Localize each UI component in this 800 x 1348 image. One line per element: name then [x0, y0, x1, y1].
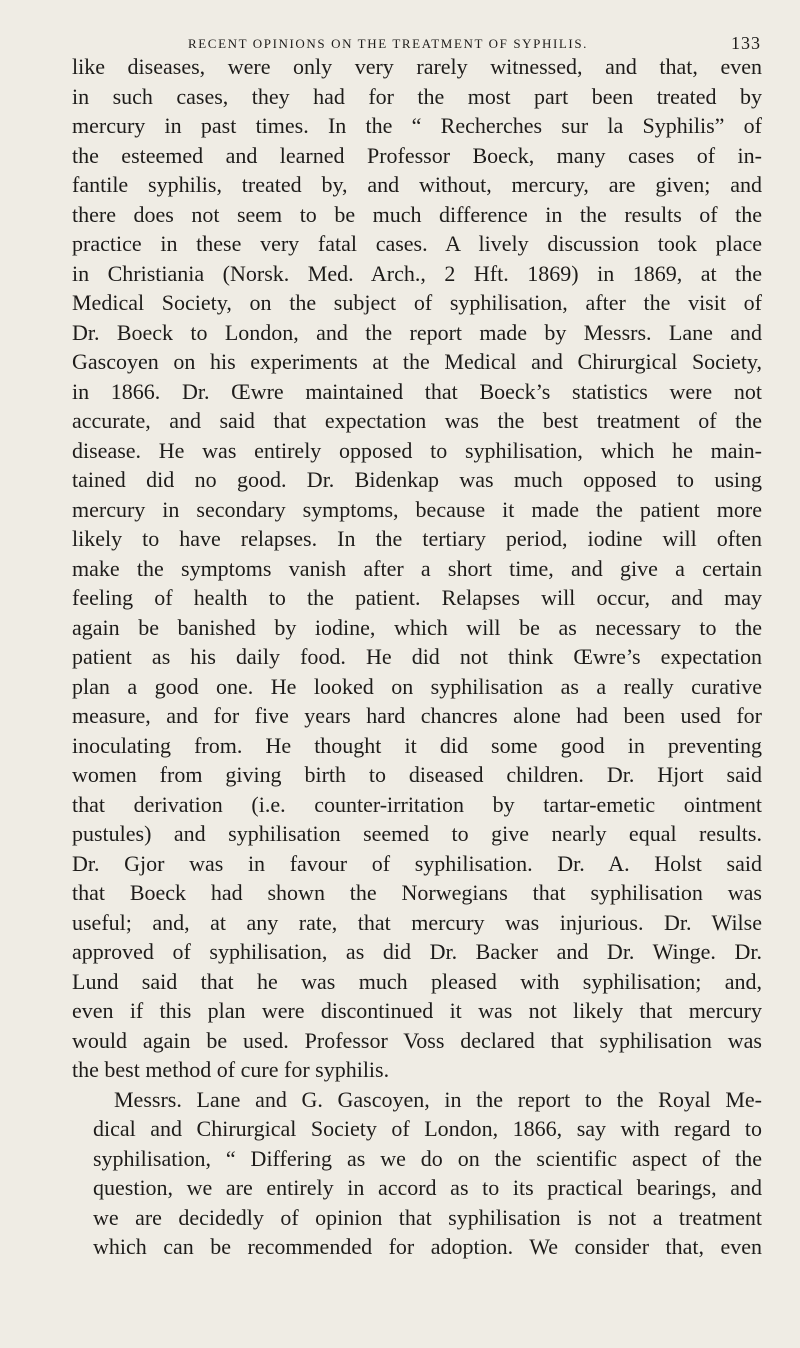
- text-line: Dr. Boeck to London, and the report made by Messrs. Lane and: [72, 319, 762, 345]
- text-line: would again be used. Professor Voss declared that syphilisation was: [72, 1027, 762, 1053]
- text-line: useful; and, at any rate, that mercury was injurious. Dr. Wilse: [72, 909, 762, 935]
- page-number: 133: [731, 33, 761, 53]
- text-line: approved of syphilisation, as did Dr. Backer and Dr. Winge. Dr.: [72, 939, 762, 964]
- text-line: that derivation (i.e. counter-irritation by tartar-emetic ointment: [72, 791, 762, 817]
- text-line: syphilisation, “ Differing as we do on the scientific aspect of the: [93, 1145, 762, 1171]
- text-line: disease. He was entirely opposed to syphilisation, which he main-: [72, 437, 762, 463]
- text-line: Gascoyen on his experiments at the Medical and Chirurgical Society,: [72, 349, 762, 374]
- text-line: accurate, and said that expectation was the best treatment of the: [72, 408, 762, 433]
- text-line: practice in these very fatal cases. A lively discussion took place: [72, 231, 762, 256]
- text-line: mercury in secondary symptoms, because it made the patient more: [72, 496, 762, 522]
- text-line: in 1866. Dr. Œwre maintained that Boeck’s statistics were not: [72, 378, 762, 404]
- text-line: there does not seem to be much difference in the results of the: [72, 201, 762, 227]
- text-line: plan a good one. He looked on syphilisation as a really curative: [72, 673, 762, 699]
- text-line: mercury in past times. In the “ Recherches sur la Syphilis” of: [72, 113, 762, 138]
- text-line: make the symptoms vanish after a short time, and give a certain: [72, 555, 762, 581]
- text-line: that Boeck had shown the Norwegians that syphilisation was: [72, 880, 762, 905]
- text-line: Dr. Gjor was in favour of syphilisation. Dr. A. Holst said: [72, 850, 762, 876]
- page-header: [72, 0, 762, 52]
- text-line: tained did no good. Dr. Bidenkap was much opposed to using: [72, 467, 762, 492]
- text-line: likely to have relapses. In the tertiary period, iodine will often: [72, 526, 762, 551]
- text-line: measure, and for five years hard chancres alone had been used for: [72, 703, 762, 728]
- text-line: pustules) and syphilisation seemed to give nearly equal results.: [72, 821, 762, 846]
- text-line: the esteemed and learned Professor Boeck, many cases of in-: [72, 142, 762, 168]
- text-line: in such cases, they had for the most part been treated by: [72, 83, 762, 109]
- text-line: even if this plan were discontinued it was not likely that mercury: [72, 998, 762, 1023]
- paragraph-1: [72, 52, 762, 1085]
- text-line: fantile syphilis, treated by, and without, mercury, are given; and: [72, 172, 762, 197]
- text-line: which can be recommended for adoption. We consider that, even: [93, 1234, 762, 1259]
- text-line: we are decidedly of opinion that syphilisation is not a treatment: [93, 1204, 762, 1230]
- text-line: dical and Chirurgical Society of London, 1866, say with regard to: [93, 1116, 762, 1141]
- paragraph-2: [72, 1085, 762, 1262]
- text-line: in Christiania (Norsk. Med. Arch., 2 Hft. 1869) in 1869, at the: [72, 260, 762, 286]
- text-line: Medical Society, on the subject of syphilisation, after the visit of: [72, 290, 762, 315]
- text-line: Lund said that he was much pleased with syphilisation; and,: [72, 968, 762, 994]
- text-line: again be banished by iodine, which will be as necessary to the: [72, 614, 762, 640]
- text-line: inoculating from. He thought it did some good in preventing: [72, 732, 762, 758]
- text-line: like diseases, were only very rarely witnessed, and that, even: [72, 54, 762, 79]
- body-text: [72, 52, 762, 1262]
- text-line: women from giving birth to diseased children. Dr. Hjort said: [72, 762, 762, 787]
- running-head: RECENT OPINIONS ON THE TREATMENT OF SYPHILIS.: [188, 36, 589, 51]
- text-line: patient as his daily food. He did not think Œwre’s expectation: [72, 644, 762, 669]
- text-line: question, we are entirely in accord as to its practical bearings, and: [93, 1175, 762, 1200]
- text-line: Messrs. Lane and G. Gascoyen, in the report to the Royal Me-: [114, 1086, 762, 1112]
- text-line: feeling of health to the patient. Relapses will occur, and may: [72, 585, 762, 610]
- text-line: the best method of cure for syphilis.: [72, 1057, 390, 1082]
